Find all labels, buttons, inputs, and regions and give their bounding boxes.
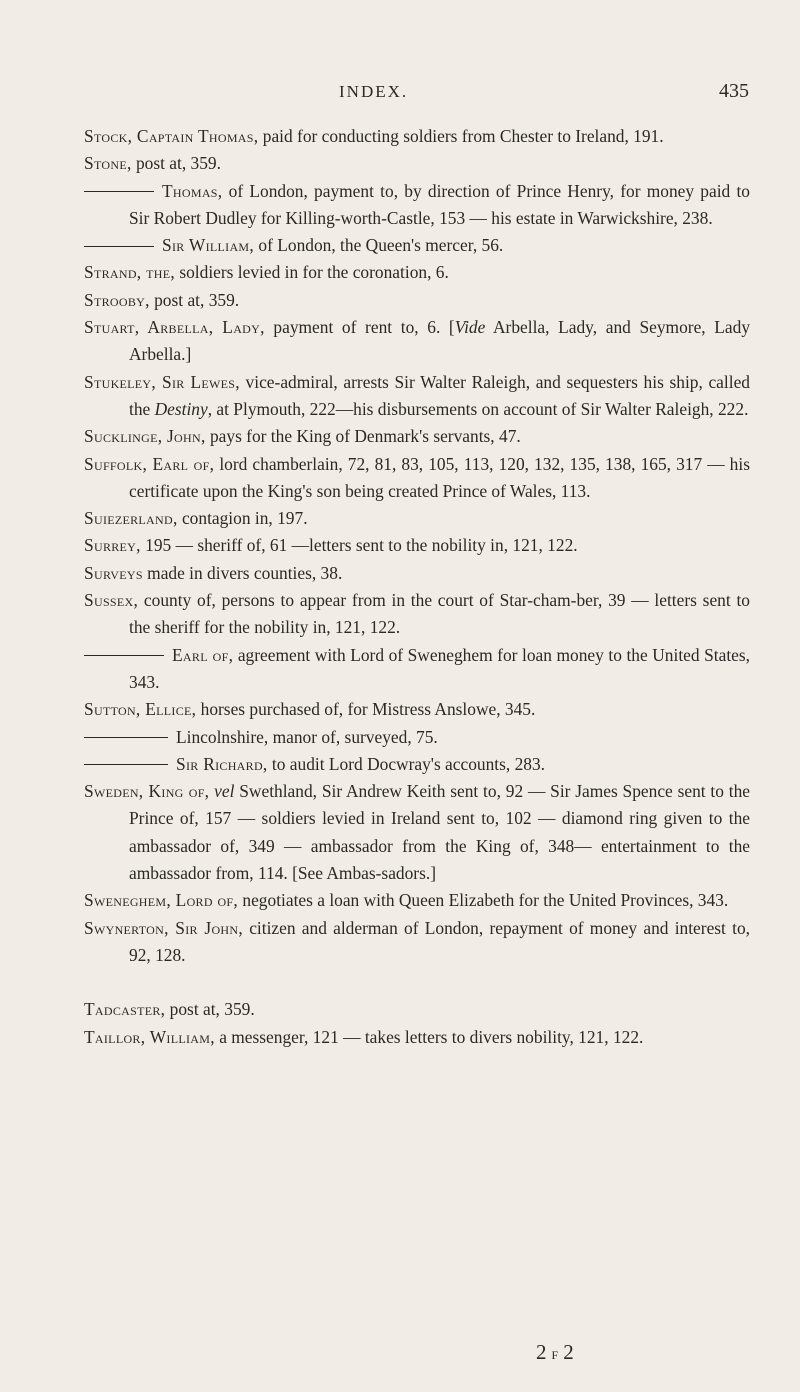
entry-text: lord chamberlain, 72, 81, 83, 105, 113, 120, 132, 135, 138, 165, 317 — his certificate upon the King's son being created Prince of Wales, 113. [129, 453, 750, 501]
entry-heading: Sir Richard, [176, 753, 268, 774]
entry-text: Lincolnshire, manor of, surveyed, 75. [176, 726, 438, 747]
ditto-dash [84, 246, 154, 247]
entry-italic: vel [214, 781, 235, 802]
entry-text-after: , at Plymouth, 222—his disbursements on account of Sir Walter Raleigh, 222. [207, 398, 749, 419]
entry-text: county of, persons to appear from in the court of Star-cham-ber, 39 — letters sent to the sheriff for the nobility in, 121, 122. [129, 590, 750, 638]
index-entry [84, 642, 750, 697]
entry-heading: Sucklinge, John, [84, 426, 206, 447]
index-entry [84, 532, 750, 559]
index-entry [84, 287, 750, 314]
entry-heading: Strand, the, [84, 262, 175, 283]
index-entry [84, 778, 750, 887]
entry-text-after: Swethland, Sir Andrew Keith sent to, 92 — Sir James Spence sent to the Prince of, 157 — soldiers levied in Ireland sent to, 102 — diamond ring given to the ambassador of, 349 — ambassador from the King of, 348— entertainment to the ambassador from, 114. [See Ambas-sadors.] [129, 781, 750, 884]
entry-heading: Sussex, [84, 590, 139, 611]
entry-text: horses purchased of, for Mistress Anslowe, 345. [196, 699, 536, 720]
entry-heading: Suffolk, Earl of, [84, 453, 215, 474]
section-gap [84, 969, 750, 996]
entry-text: agreement with Lord of Sweneghem for loan money to the United States, 343. [129, 644, 750, 692]
index-entry [84, 996, 750, 1023]
index-entry [84, 1024, 750, 1051]
entry-heading: Swynerton, Sir John, [84, 917, 243, 938]
signature-right: 2 [563, 1340, 575, 1364]
entry-text: to audit Lord Docwray's accounts, 283. [267, 753, 546, 774]
ditto-dash [84, 191, 154, 192]
index-entry [84, 505, 750, 532]
index-entry [84, 587, 750, 642]
signature-mid: f [551, 1344, 560, 1363]
index-entry [84, 724, 750, 751]
entry-heading: Suiezerland, [84, 508, 178, 529]
entry-text: post at, 359. [131, 153, 221, 174]
entry-text: payment of rent to, 6. [ [264, 317, 455, 338]
entry-text: contagion in, 197. [177, 508, 308, 529]
index-entry [84, 369, 750, 424]
entry-heading: Earl of, [172, 644, 234, 665]
index-entry [84, 178, 750, 233]
running-head-title: INDEX. [339, 82, 409, 101]
index-entry [84, 232, 750, 259]
index-entry [84, 887, 750, 914]
entry-heading: Surveys [84, 562, 143, 583]
entry-text: vice-admiral, arrests Sir Walter Raleigh, and sequesters his ship, called the [129, 371, 750, 419]
entry-heading: Sweden, King of, [84, 781, 210, 802]
page-number: 435 [719, 80, 749, 102]
entry-heading: Stuart, Arbella, Lady, [84, 317, 265, 338]
entry-text-after: Arbella, Lady, and Seymore, Lady Arbella.] [129, 317, 751, 365]
index-entry [84, 423, 750, 450]
entry-text: pays for the King of Denmark's servants, 47. [205, 426, 521, 447]
entry-heading: Stukeley, Sir Lewes, [84, 371, 240, 392]
ditto-dash [84, 764, 168, 765]
ditto-dash [84, 655, 164, 656]
index-entry [84, 123, 750, 150]
entry-heading: Stock, Captain Thomas, [84, 126, 259, 146]
index-entry [84, 259, 750, 286]
entry-text: citizen and alderman of London, repayment of money and interest to, 92, 128. [129, 917, 750, 965]
index-entry [84, 696, 750, 723]
entry-heading: Strooby, [84, 289, 150, 310]
index-entry [84, 314, 750, 369]
entry-heading: Sir William, [162, 235, 255, 256]
entry-text: paid for conducting soldiers from Chester to Ireland, 191. [258, 126, 664, 146]
entry-italic: Vide [454, 317, 486, 338]
index-entry [84, 915, 750, 970]
index-entry [84, 451, 750, 506]
entry-text: of London, payment to, by direction of Prince Henry, for money paid to Sir Robert Dudley for Killing-worth-Castle, 153 — his estate in Warwickshire, 238. [129, 180, 750, 228]
index-entries [84, 123, 750, 1051]
entry-text: post at, 359. [149, 289, 240, 310]
entry-heading: Sweneghem, Lord of, [84, 890, 239, 911]
signature-left: 2 [536, 1340, 548, 1364]
entry-heading: Thomas, [162, 180, 223, 201]
entry-heading: Stone, [84, 153, 132, 174]
running-head [0, 80, 800, 104]
index-entry [84, 560, 750, 587]
entry-text: negotiates a loan with Queen Elizabeth for the United Provinces, 343. [238, 890, 729, 911]
entry-text: a messenger, 121 — takes letters to divers nobility, 121, 122. [214, 1026, 644, 1047]
entry-text: soldiers levied in for the coronation, 6. [174, 262, 449, 283]
entry-heading: Sutton, Ellice, [84, 699, 197, 720]
entry-text: of London, the Queen's mercer, 56. [254, 235, 504, 256]
entry-text: post at, 359. [165, 999, 255, 1020]
entry-heading: Surrey, [84, 535, 141, 556]
entry-heading: Taillor, William, [84, 1026, 215, 1047]
entry-text: 195 — sheriff of, 61 —letters sent to the nobility in, 121, 122. [140, 535, 578, 556]
index-entry [84, 150, 750, 177]
entry-heading: Tadcaster, [84, 999, 166, 1020]
entry-text: made in divers counties, 38. [142, 562, 343, 583]
entry-italic: Destiny [154, 398, 208, 419]
index-entry [84, 751, 750, 778]
ditto-dash [84, 737, 168, 738]
signature-mark [536, 1340, 575, 1365]
